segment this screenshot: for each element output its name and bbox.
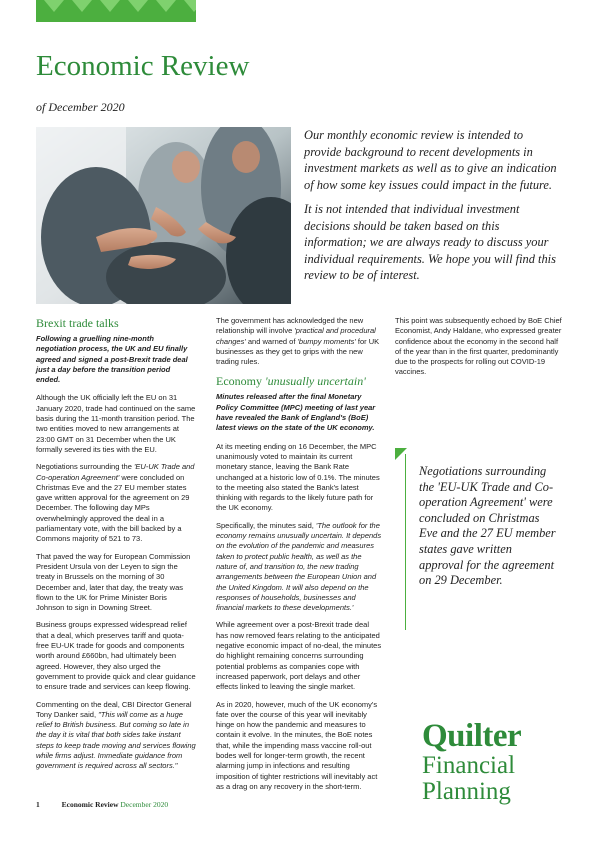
section-lede: Minutes released after the final Monetary Policy Committee (MPC) meeting of last year have revealed the Bank of England's (BoE) latest views on the state of the UK economy. (216, 392, 376, 433)
hero-photo-meeting-hands (36, 127, 291, 304)
column-1 (36, 316, 196, 779)
pull-quote (395, 448, 563, 633)
body-paragraph: While agreement over a post-Brexit trade deal has now removed fears relating to the anticipated negative economic impact of no-deal, the minutes do highlight remaining concerns surrounding potential problems as companies cope with increased paperwork, port delays and other effects linked to leaving the single market. (216, 620, 382, 692)
column-2 (216, 316, 382, 799)
body-paragraph: Specifically, the minutes said, 'The outlook for the economy remains unusually uncertain. It depends on the evolution of the pandemic and measures taken to protect public health, as well as the nature of, and transition to, the new trading arrangements between the European Union and the United Kingdom. It will also depend on the responses of households, businesses and financial markets to these developments.' (216, 520, 382, 613)
body-paragraph: Business groups expressed widespread relief that a deal, which preserves tariff and quota-free EU-UK trade for goods and components worth around £660bn, had ultimately been agreed. However, they also urged the government to provide quick and clear guidance to ensure trade and services can keep flowing. (36, 620, 196, 692)
inline-quote: "This will come as a huge relief to British business. But coming so late in the day it is vital that both sides take instant steps to keep trade moving and services flowing while firms adjust. Immediate guidance from government is required across all sectors." (36, 709, 196, 771)
body-paragraph: Commenting on the deal, CBI Director General Tony Danker said, "This will come as a huge relief to British business. But coming so late in the day it is vital that both sides take instant steps to keep trade moving and services flowing while firms adjust. Immediate guidance from government is required across all sectors." (36, 699, 196, 771)
body-paragraph: This point was subsequently echoed by BoE Chief Economist, Andy Haldane, who expressed greater confidence about the economy in the second half of the year than in the first quarter, predominantly due to the prospects for rolling out COVID-19 vaccines. (395, 316, 562, 377)
section-lede: Following a gruelling nine-month negotiation process, the UK and EU finally agreed and signed a post-Brexit trade deal just a day before the transition period ended. (36, 334, 188, 385)
intro-text (304, 127, 562, 292)
body-paragraph: That paved the way for European Commission President Ursula von der Leyen to sign the treaty in Brussels on the morning of 30 December and, later that day, the treaty was flown to the UK for Prime Minister Boris Johnson to sign in Downing Street. (36, 551, 191, 613)
quilter-logo (422, 720, 562, 805)
page-footer (36, 800, 168, 809)
body-paragraph: The government has acknowledged the new relationship will involve 'practical and procedural changes' and warned of 'bumpy moments' for UK businesses as they get to grips with the new trading rules. (216, 316, 380, 367)
hero-photo-illustration (36, 127, 291, 304)
logo-line: Quilter (422, 718, 522, 754)
page-subtitle: of December 2020 (36, 100, 125, 114)
section-heading-economy: Economy 'unusually uncertain' (216, 374, 366, 389)
inline-quote: 'The outlook for the economy remains unusually uncertain. It depends on the evolution of the pandemic and measures taken to protect public health, as well as the nature of, and transition to, the new trading arrangements between the European Union and the United Kingdom. It will also depend on the responses of households, businesses and financial markets to these developments.' (216, 520, 382, 613)
footer-date: December 2020 (120, 800, 169, 809)
column-3 (395, 316, 563, 385)
inline-quote: 'bumpy moments' (297, 336, 356, 346)
body-paragraph: Negotiations surrounding the 'EU-UK Trade and Co-operation Agreement' were concluded on Christmas Eve and the 27 EU member states gave written approval for the agreement on 29 December. The following day MPs overwhelmingly approved the deal in a parliamentary vote, with the bill backed by a Commons majority of 521 to 73. (36, 462, 195, 544)
body-paragraph: At its meeting ending on 16 December, the MPC unanimously voted to maintain its current monetary stance, leaving the Bank Rate unchanged at a historic low of 0.1%. The minutes to the meeting also stated the Bank's latest thinking with regards to the likely future path for the UK economy. (216, 441, 380, 513)
logo-line: Financial (422, 752, 516, 779)
inline-quote: 'EU-UK Trade and Co-operation Agreement' (36, 462, 195, 482)
inline-quote: 'practical and procedural changes' (216, 326, 376, 346)
page-title: Economic Review (36, 50, 250, 82)
intro-paragraph: It is not intended that individual investment decisions should be taken based on this information; we are always ready to discuss your individual requirements. We hope you will find this review to be of interest. (304, 202, 556, 282)
section-heading-brexit: Brexit trade talks (36, 316, 119, 330)
body-paragraph: Although the UK officially left the EU on 31 January 2020, trade had continued on the same basis during the 11-month transition period. The two entities moved to new arrangements at 23:00 GMT on 31 December when the UK formally severed its ties with the EU. (36, 393, 196, 454)
footer-title: Economic Review (61, 800, 119, 809)
quote-rule (405, 454, 406, 630)
intro-paragraph: Our monthly economic review is intended to provide background to recent developments in investment markets as well as to give an indication of how some key issues could impact in the future. (304, 128, 557, 192)
brand-header-bar (36, 0, 196, 22)
body-paragraph: As in 2020, however, much of the UK economy's fate over the course of this year will inevitably hinge on how the pandemic and measures to contain it evolve. In the minutes, the BoE notes that, while the impending mass vaccine roll-out bodes well for longer-term growth, the recent alarming jump in infections and resulting imposition of tighter restrictions will inevitably act as a drag on any recovery in the short-term. (216, 699, 378, 791)
page-number: 1 (36, 800, 40, 809)
pull-quote-text: Negotiations surrounding the 'EU-UK Trade and Co-operation Agreement' were concluded on Christmas Eve and the 27 EU member states gave written approval for the agreement on 29 December. (419, 464, 556, 588)
logo-line: Planning (422, 778, 511, 805)
